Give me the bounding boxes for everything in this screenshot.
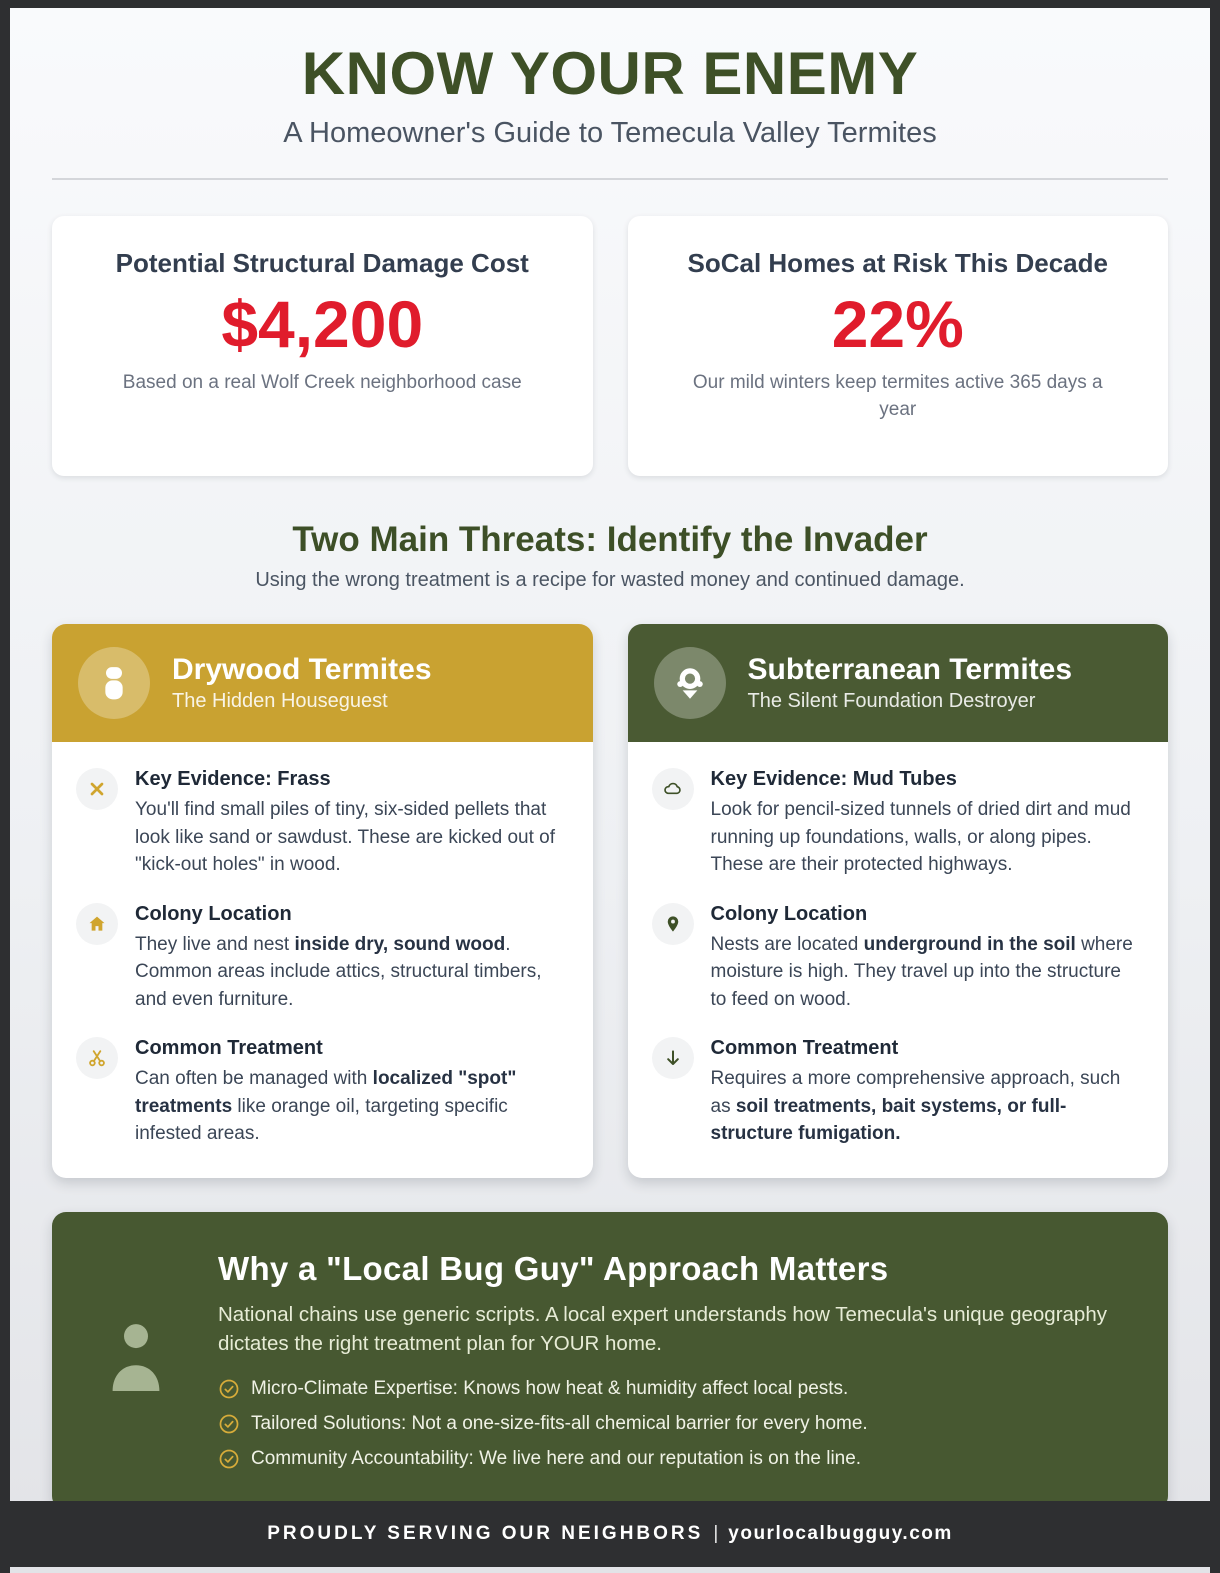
list-item (76, 1037, 565, 1148)
local-bug-guy-content (218, 1250, 1118, 1470)
underground-pin-icon (654, 647, 726, 719)
list-item (218, 1413, 1118, 1435)
item-title: Common Treatment (710, 1037, 899, 1060)
list-item (76, 903, 565, 1014)
check-circle-icon (218, 1378, 240, 1400)
item-title: Key Evidence: Mud Tubes (710, 767, 957, 790)
item-body: Look for pencil-sized tunnels of dried dirt and mud running up foundations, walls, or along pipes. These are their protected highways. (710, 798, 1131, 876)
threat-card-title: Subterranean Termites (747, 652, 1073, 686)
bullet-text: Tailored Solutions: Not a one-size-fits-all chemical barrier for every home. (251, 1413, 868, 1435)
threat-card-subterranean (628, 624, 1169, 1178)
threat-card-drywood (52, 624, 593, 1178)
threat-card-tagline: The Hidden Houseguest (172, 690, 388, 713)
list-item (652, 1037, 1141, 1148)
drywood-card-header (52, 624, 593, 742)
threat-card-tagline: The Silent Foundation Destroyer (747, 690, 1036, 713)
cta-description: National chains use generic scripts. A local expert understands how Temecula's unique geography dictates the right treatment plan for YOUR home. (218, 1302, 1107, 1356)
drywood-card-body (52, 742, 593, 1178)
page-header (52, 42, 1168, 180)
cta-bullet-list (218, 1378, 1118, 1470)
bullet-text: Micro-Climate Expertise: Knows how heat & humidity affect local pests. (251, 1378, 849, 1400)
house-icon (76, 903, 118, 945)
cta-title: Why a "Local Bug Guy" Approach Matters (218, 1249, 889, 1287)
scissors-icon (76, 1037, 118, 1079)
x-mark-icon (76, 768, 118, 810)
item-title: Common Treatment (135, 1037, 323, 1060)
person-icon (100, 1317, 172, 1404)
threat-cards-row (52, 624, 1168, 1178)
map-pin-icon (652, 903, 694, 945)
item-body: You'll find small piles of tiny, six-sided pellets that look like sand or sawdust. These are kicked out of "kick-out holes" in wood. (135, 798, 555, 876)
threats-subtitle: Using the wrong treatment is a recipe for wasted money and continued damage. (255, 568, 965, 591)
subterranean-card-titles (748, 653, 1073, 714)
stat-card-damage-cost (52, 216, 593, 476)
item-text (135, 1037, 565, 1148)
stat-value: $4,200 (221, 287, 424, 361)
item-text (711, 768, 1141, 879)
stat-heading: Potential Structural Damage Cost (115, 248, 529, 278)
item-body: They live and nest inside dry, sound wood. Common areas include attics, structural timbers, and even furniture. (135, 933, 542, 1010)
list-item (652, 903, 1141, 1014)
page-subtitle: A Homeowner's Guide to Temecula Valley Termites (283, 117, 937, 149)
list-item (76, 768, 565, 879)
stat-caption: Based on a real Wolf Creek neighborhood case (122, 371, 522, 393)
threats-section-header (52, 520, 1168, 592)
item-body: Nests are located underground in the soil where moisture is high. They travel up into the structure to feed on wood. (710, 933, 1133, 1010)
stat-value: 22% (831, 287, 964, 361)
item-text (711, 1037, 1141, 1148)
item-text (711, 903, 1141, 1014)
arrow-down-icon (652, 1037, 694, 1079)
list-item (652, 768, 1141, 879)
header-divider (52, 178, 1168, 180)
item-body: Can often be managed with localized "spot" treatments like orange oil, targeting specific infested areas. (135, 1068, 517, 1145)
list-item (218, 1448, 1118, 1470)
subterranean-card-header (628, 624, 1169, 742)
stat-caption: Our mild winters keep termites active 365 days a year (692, 371, 1103, 421)
item-title: Colony Location (135, 902, 292, 925)
item-title: Key Evidence: Frass (135, 767, 331, 790)
termite-bug-icon (78, 647, 150, 719)
threats-title: Two Main Threats: Identify the Invader (292, 519, 928, 559)
threat-card-title: Drywood Termites (172, 652, 432, 686)
footer-domain: yourlocalbugguy.com (728, 1523, 953, 1544)
item-text (135, 903, 565, 1014)
cloud-icon (652, 768, 694, 810)
stat-heading: SoCal Homes at Risk This Decade (687, 248, 1108, 278)
local-bug-guy-section (52, 1212, 1168, 1510)
stats-row (52, 216, 1168, 476)
drywood-card-titles (172, 653, 432, 714)
stat-card-homes-at-risk (628, 216, 1169, 476)
check-circle-icon (218, 1413, 240, 1435)
item-text (135, 768, 565, 879)
footer-bar (10, 1501, 1210, 1567)
bullet-text: Community Accountability: We live here and our reputation is on the line. (251, 1448, 862, 1470)
footer-separator: | (713, 1523, 719, 1544)
item-body: Requires a more comprehensive approach, such as soil treatments, bait systems, or full-structure fumigation. (710, 1068, 1121, 1145)
page-title: KNOW YOUR ENEMY (301, 40, 919, 107)
check-circle-icon (218, 1448, 240, 1470)
item-title: Colony Location (710, 902, 868, 925)
footer-tagline: PROUDLY SERVING OUR NEIGHBORS (267, 1523, 704, 1544)
list-item (218, 1378, 1118, 1400)
page-content (10, 8, 1210, 1573)
subterranean-card-body (628, 742, 1169, 1178)
